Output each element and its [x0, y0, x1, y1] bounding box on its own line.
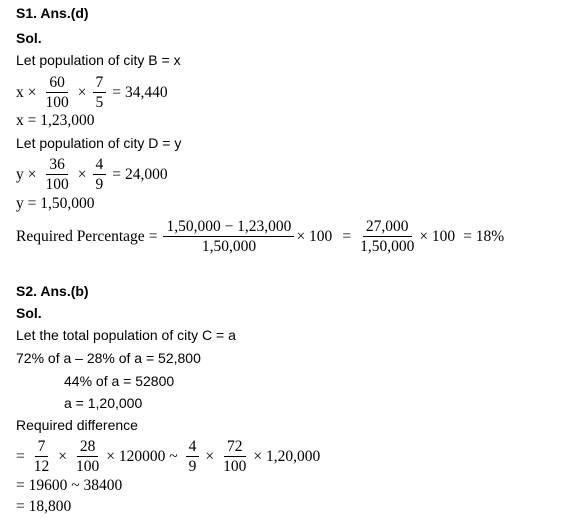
- s2eq-mid: × 120000 ~: [106, 447, 178, 465]
- req-times-100-2: × 100: [419, 227, 456, 245]
- s2eq-f2-denominator: 100: [76, 458, 100, 475]
- eq2-var: y: [16, 165, 24, 183]
- s1-heading: S1. Ans.(d): [16, 5, 89, 21]
- eq2-f2-denominator: 9: [95, 176, 104, 193]
- s2eq-f4-denominator: 100: [223, 458, 247, 475]
- eq2-result: 24,000: [125, 165, 168, 183]
- eq2-fraction-1: [43, 155, 72, 194]
- s1-sol-label: Sol.: [16, 30, 42, 46]
- req-equals-1: =: [148, 227, 158, 245]
- eq1-f1-denominator: 100: [45, 94, 69, 111]
- req-f1-numerator: 1,50,000 − 1,23,000: [163, 217, 294, 237]
- eq2-equals: =: [112, 165, 121, 183]
- eq2-fraction-2: [93, 155, 107, 194]
- s2eq-f1-numerator: 7: [35, 437, 49, 457]
- eq1-result: 34,440: [125, 83, 168, 101]
- req-fraction-2: [357, 217, 417, 256]
- eq1-fraction-2: [93, 73, 107, 112]
- s2eq-f4-numerator: 72: [224, 437, 246, 457]
- s2eq-f2-numerator: 28: [77, 437, 99, 457]
- s2eq-times-2: ×: [205, 447, 215, 465]
- s1-y-value: y = 1,50,000: [16, 195, 95, 212]
- s2eq-f3-numerator: 4: [186, 437, 200, 457]
- s2eq-equals: =: [16, 447, 25, 465]
- eq1-f1-numerator: 60: [46, 73, 68, 93]
- eq1-times-1: ×: [27, 83, 37, 101]
- eq1-f2-denominator: 5: [95, 94, 104, 111]
- eq2-f1-numerator: 36: [46, 155, 68, 175]
- eq2-f1-denominator: 100: [45, 176, 69, 193]
- s2-line-2: 44% of a = 52800: [64, 373, 175, 389]
- s2-heading: S2. Ans.(b): [16, 283, 89, 299]
- req-equals-2: =: [342, 227, 352, 245]
- s2-let-c: Let the total population of city C = a: [16, 327, 236, 343]
- s2eq-fraction-3: [186, 437, 200, 476]
- req-label: Required Percentage: [16, 227, 145, 245]
- s2-required-difference: Required difference: [16, 417, 138, 433]
- req-result: = 18%: [463, 227, 505, 245]
- eq1-fraction-1: [43, 73, 72, 112]
- eq2-times-1: ×: [27, 165, 37, 183]
- s2eq-end: × 1,20,000: [253, 447, 321, 465]
- eq1-var: x: [16, 83, 24, 101]
- s2-result-1: = 19600 ~ 38400: [16, 477, 123, 494]
- s1-equation-1: [16, 73, 168, 112]
- s2eq-fraction-4: [220, 437, 249, 476]
- req-times-100-1: × 100: [296, 227, 333, 245]
- s2-equation: [16, 437, 320, 476]
- s2eq-fraction-1: [31, 437, 53, 476]
- s1-x-value: x = 1,23,000: [16, 112, 95, 129]
- s2eq-fraction-2: [73, 437, 102, 476]
- s1-let-b: Let population of city B = x: [16, 52, 181, 68]
- eq1-f2-numerator: 7: [93, 73, 107, 93]
- req-fraction-1: [163, 217, 294, 256]
- eq2-times-2: ×: [77, 165, 87, 183]
- s2-sol-label: Sol.: [16, 305, 42, 321]
- s2eq-times-1: ×: [58, 447, 67, 465]
- req-f2-denominator: 1,50,000: [360, 238, 415, 255]
- s1-required-percentage: [16, 217, 504, 256]
- s2-line-1: 72% of a – 28% of a = 52,800: [16, 350, 201, 366]
- eq2-f2-numerator: 4: [93, 155, 107, 175]
- s2-result-2: = 18,800: [16, 498, 72, 515]
- s1-equation-2: [16, 155, 168, 194]
- s2eq-f3-denominator: 9: [188, 458, 197, 475]
- req-f2-numerator: 27,000: [363, 217, 412, 237]
- s2eq-f1-denominator: 12: [33, 458, 50, 475]
- eq1-equals: =: [112, 83, 121, 101]
- s1-let-d: Let population of city D = y: [16, 135, 182, 151]
- eq1-times-2: ×: [77, 83, 87, 101]
- s2-line-3: a = 1,20,000: [64, 395, 143, 411]
- req-f1-denominator: 1,50,000: [201, 238, 257, 255]
